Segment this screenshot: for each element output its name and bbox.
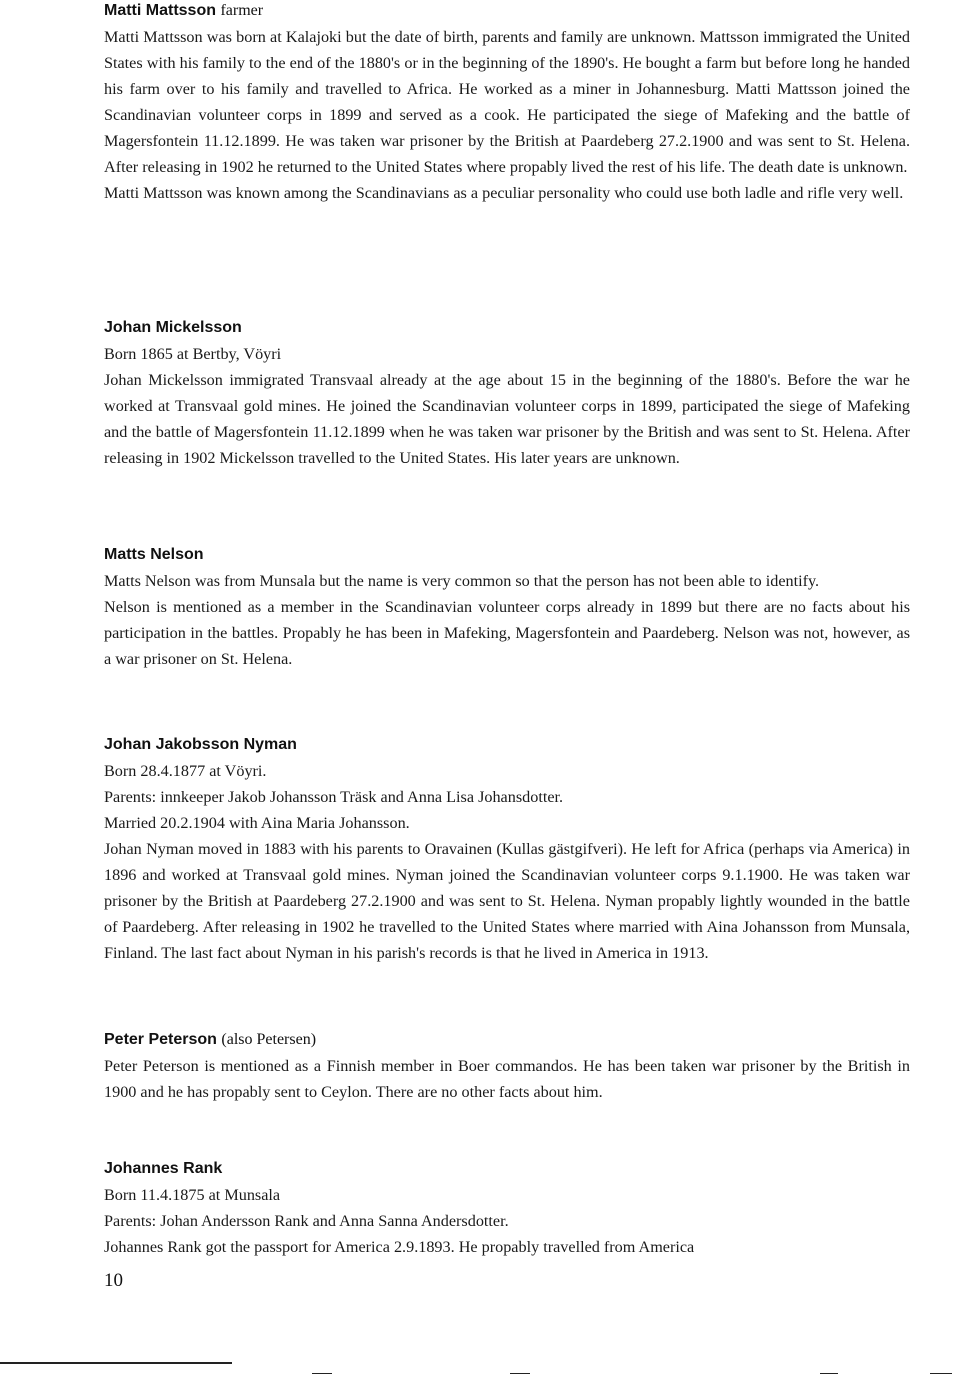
entry-heading [104, 732, 910, 758]
entry-heading [104, 1027, 910, 1053]
bottom-mark [930, 1373, 952, 1374]
entry-paragraph: Peter Peterson is mentioned as a Finnish member in Boer commandos. He has been taken war prisoner by the British in 1900 and he has propably sent to Ceylon. There are no other facts about him. [104, 1057, 910, 1101]
entry-paragraph: Matts Nelson was from Munsala but the name is very common so that the person has not been able to identify. [104, 572, 820, 590]
entry-name: Johan Jakobsson Nyman [104, 736, 297, 753]
entry-paragraph: Parents: innkeeper Jakob Johansson Träsk and Anna Lisa Johansdotter. [104, 788, 564, 806]
entry-matts-nelson [104, 542, 910, 672]
entry-paragraph: Matti Mattsson was known among the Scandinavians as a peculiar personality who could use both ladle and rifle very well. [104, 184, 904, 202]
entry-heading [104, 1156, 910, 1182]
page-number: 10 [104, 1270, 123, 1291]
entry-heading [104, 542, 910, 568]
entry-paragraph: Johan Nyman moved in 1883 with his parents to Oravainen (Kullas gästgifveri). He left for Africa (perhaps via America) in 1896 and worked at Transvaal gold mines. Nyman joined the Scandinavian volunteer corps 9.1.1900. He was taken war prisoner by the British at Paardeberg 27.2.1900 and was sent to St. Helena. Nyman propably lightly wounded in the battle of Paardeberg. After releasing in 1902 he travelled to the United States where married with Aina Johansson from Munsala, Finland. The last fact about Nyman in his parish's records is that he lived in America in 1913. [104, 840, 910, 962]
entry-paragraph: Born 28.4.1877 at Vöyri. [104, 762, 267, 780]
entry-paragraph: Married 20.2.1904 with Aina Maria Johansson. [104, 814, 410, 832]
entry-paragraph: Johannes Rank got the passport for America 2.9.1893. He propably travelled from America [104, 1238, 695, 1256]
entry-heading [104, 0, 910, 24]
entry-matti-mattsson [104, 0, 910, 206]
entry-johannes-rank [104, 1156, 910, 1260]
entry-johan-jakobsson-nyman [104, 732, 910, 966]
entry-paragraph: Born 11.4.1875 at Munsala [104, 1186, 281, 1204]
entry-paragraph: Johan Mickelsson immigrated Transvaal already at the age about 15 in the beginning of the 1880's. Before the war he worked at Transvaal gold mines. He joined the Scandinavian volunteer corps in 1899, participated the siege of Mafeking and the battle of Magersfontein 11.12.1899 when he was taken war prisoner by the British and was sent to St. Helena. After releasing in 1902 Mickelsson travelled to the United States. His later years are unknown. [104, 371, 910, 467]
entry-name: Matts Nelson [104, 546, 204, 563]
entry-johan-mickelsson [104, 315, 910, 471]
entry-name: Johannes Rank [104, 1160, 223, 1177]
entry-role: farmer [220, 2, 264, 19]
entry-paragraph: Born 1865 at Bertby, Vöyri [104, 345, 282, 363]
bottom-mark [312, 1373, 332, 1374]
entry-heading [104, 315, 910, 341]
entry-name: Matti Mattsson [104, 2, 216, 19]
entry-name: Johan Mickelsson [104, 319, 242, 336]
entry-role: (also Petersen) [221, 1031, 317, 1048]
bottom-rule [0, 1362, 232, 1364]
entry-name: Peter Peterson [104, 1031, 217, 1048]
bottom-mark [820, 1373, 838, 1374]
entry-paragraph: Matti Mattsson was born at Kalajoki but the date of birth, parents and family are unknown. Mattsson immigrated the United States with his family to the end of the 1880's or in the beginning of the 1890's. He bought a farm but before long he handed his farm over to his family and travelled to Africa. He worked as a miner in Johannesburg. Matti Mattsson joined the Scandinavian volunteer corps in 1899 and served as a cook. He participated the siege of Mafeking and the battle of Magersfontein 11.12.1899. He was taken war prisoner by the British at Paardeberg 27.2.1900 and was sent to St. Helena. After releasing in 1902 he returned to the United States where propably lived the rest of his life. The death date is unknown. [104, 28, 910, 176]
entry-peter-peterson [104, 1027, 910, 1105]
bottom-mark [510, 1373, 530, 1374]
entry-paragraph: Nelson is mentioned as a member in the Scandinavian volunteer corps already in 1899 but there are no facts about his participation in the battles. Propably he has been in Mafeking, Magersfontein and Paardeberg. Nelson was not, however, as a war prisoner on St. Helena. [104, 598, 910, 668]
entry-paragraph: Parents: Johan Andersson Rank and Anna Sanna Andersdotter. [104, 1212, 509, 1230]
